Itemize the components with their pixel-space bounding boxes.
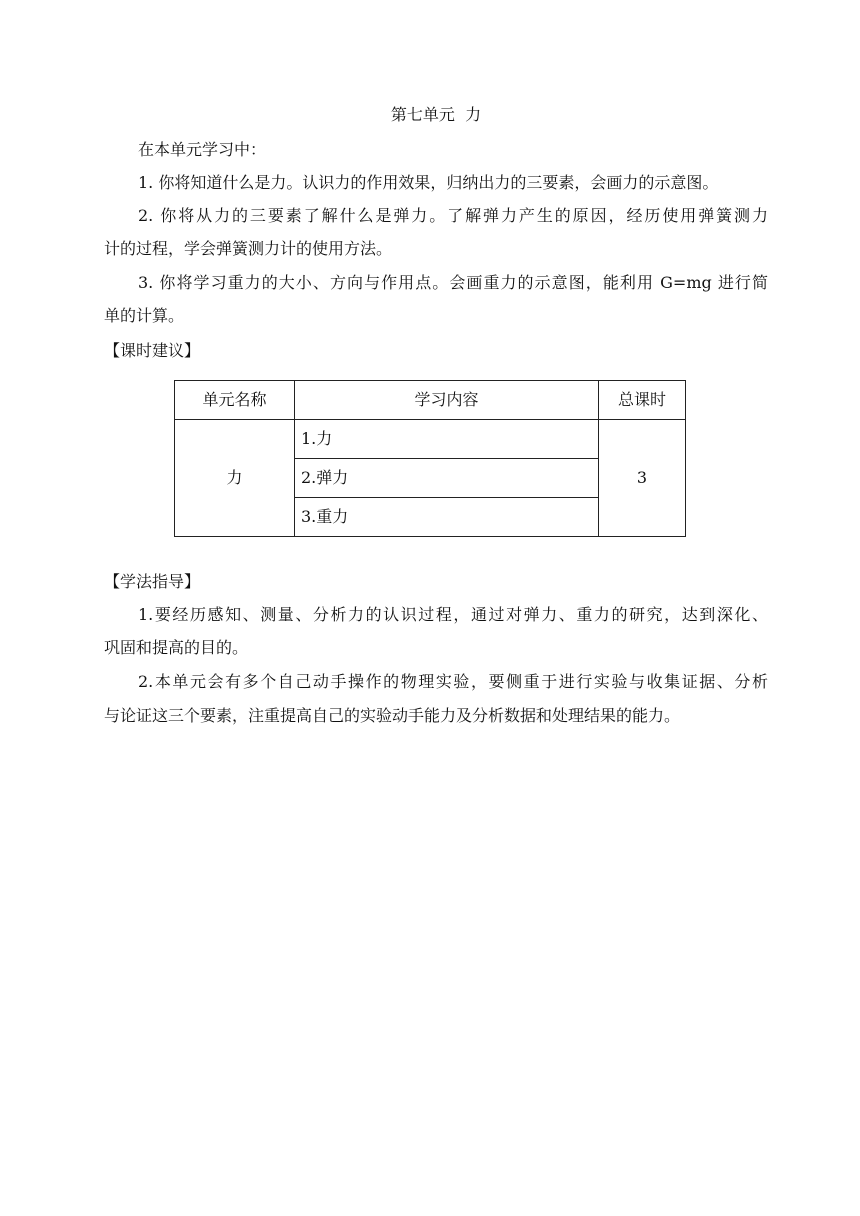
objective-1-line-1: 1. 你将知道什么是力。认识力的作用效果，归纳出力的三要素，会画力的示意图。 [138, 173, 719, 192]
table-row [175, 420, 686, 459]
schedule-heading: 【课时建议】 [104, 341, 201, 360]
header-unit-name: 单元名称 [175, 381, 295, 420]
schedule-table [174, 380, 686, 537]
cell-unit-name: 力 [175, 420, 295, 537]
objective-2-line-1: 2. 你将从力的三要素了解什么是弹力。了解弹力产生的原因，经历使用弹簧测力 [138, 206, 768, 225]
method-1-line-1: 1.要经历感知、测量、分析力的认识过程，通过对弹力、重力的研究，达到深化、 [138, 605, 768, 624]
header-total-hours: 总课时 [599, 381, 686, 420]
cell-content-2: 2.弹力 [295, 459, 599, 498]
objective-3-line-1: 3. 你将学习重力的大小、方向与作用点。会画重力的示意图，能利用 G=mg 进行简 [138, 273, 768, 292]
method-heading: 【学法指导】 [104, 572, 201, 591]
header-content: 学习内容 [295, 381, 599, 420]
objective-3-line-2: 单的计算。 [104, 306, 185, 325]
cell-content-3: 3.重力 [295, 498, 599, 537]
objective-2-line-2: 计的过程，学会弹簧测力计的使用方法。 [104, 239, 393, 258]
unit-title: 第七单元 力 [390, 105, 482, 124]
table-header-row [175, 381, 686, 420]
cell-content-1: 1.力 [295, 420, 599, 459]
method-2-line-2: 与论证这三个要素，注重提高自己的实验动手能力及分析数据和处理结果的能力。 [104, 706, 681, 725]
intro-text: 在本单元学习中： [138, 140, 267, 159]
cell-total-hours: 3 [599, 420, 686, 537]
method-2-line-1: 2.本单元会有多个自己动手操作的物理实验，要侧重于进行实验与收集证据、分析 [138, 672, 768, 691]
method-1-line-2: 巩固和提高的目的。 [104, 638, 249, 657]
